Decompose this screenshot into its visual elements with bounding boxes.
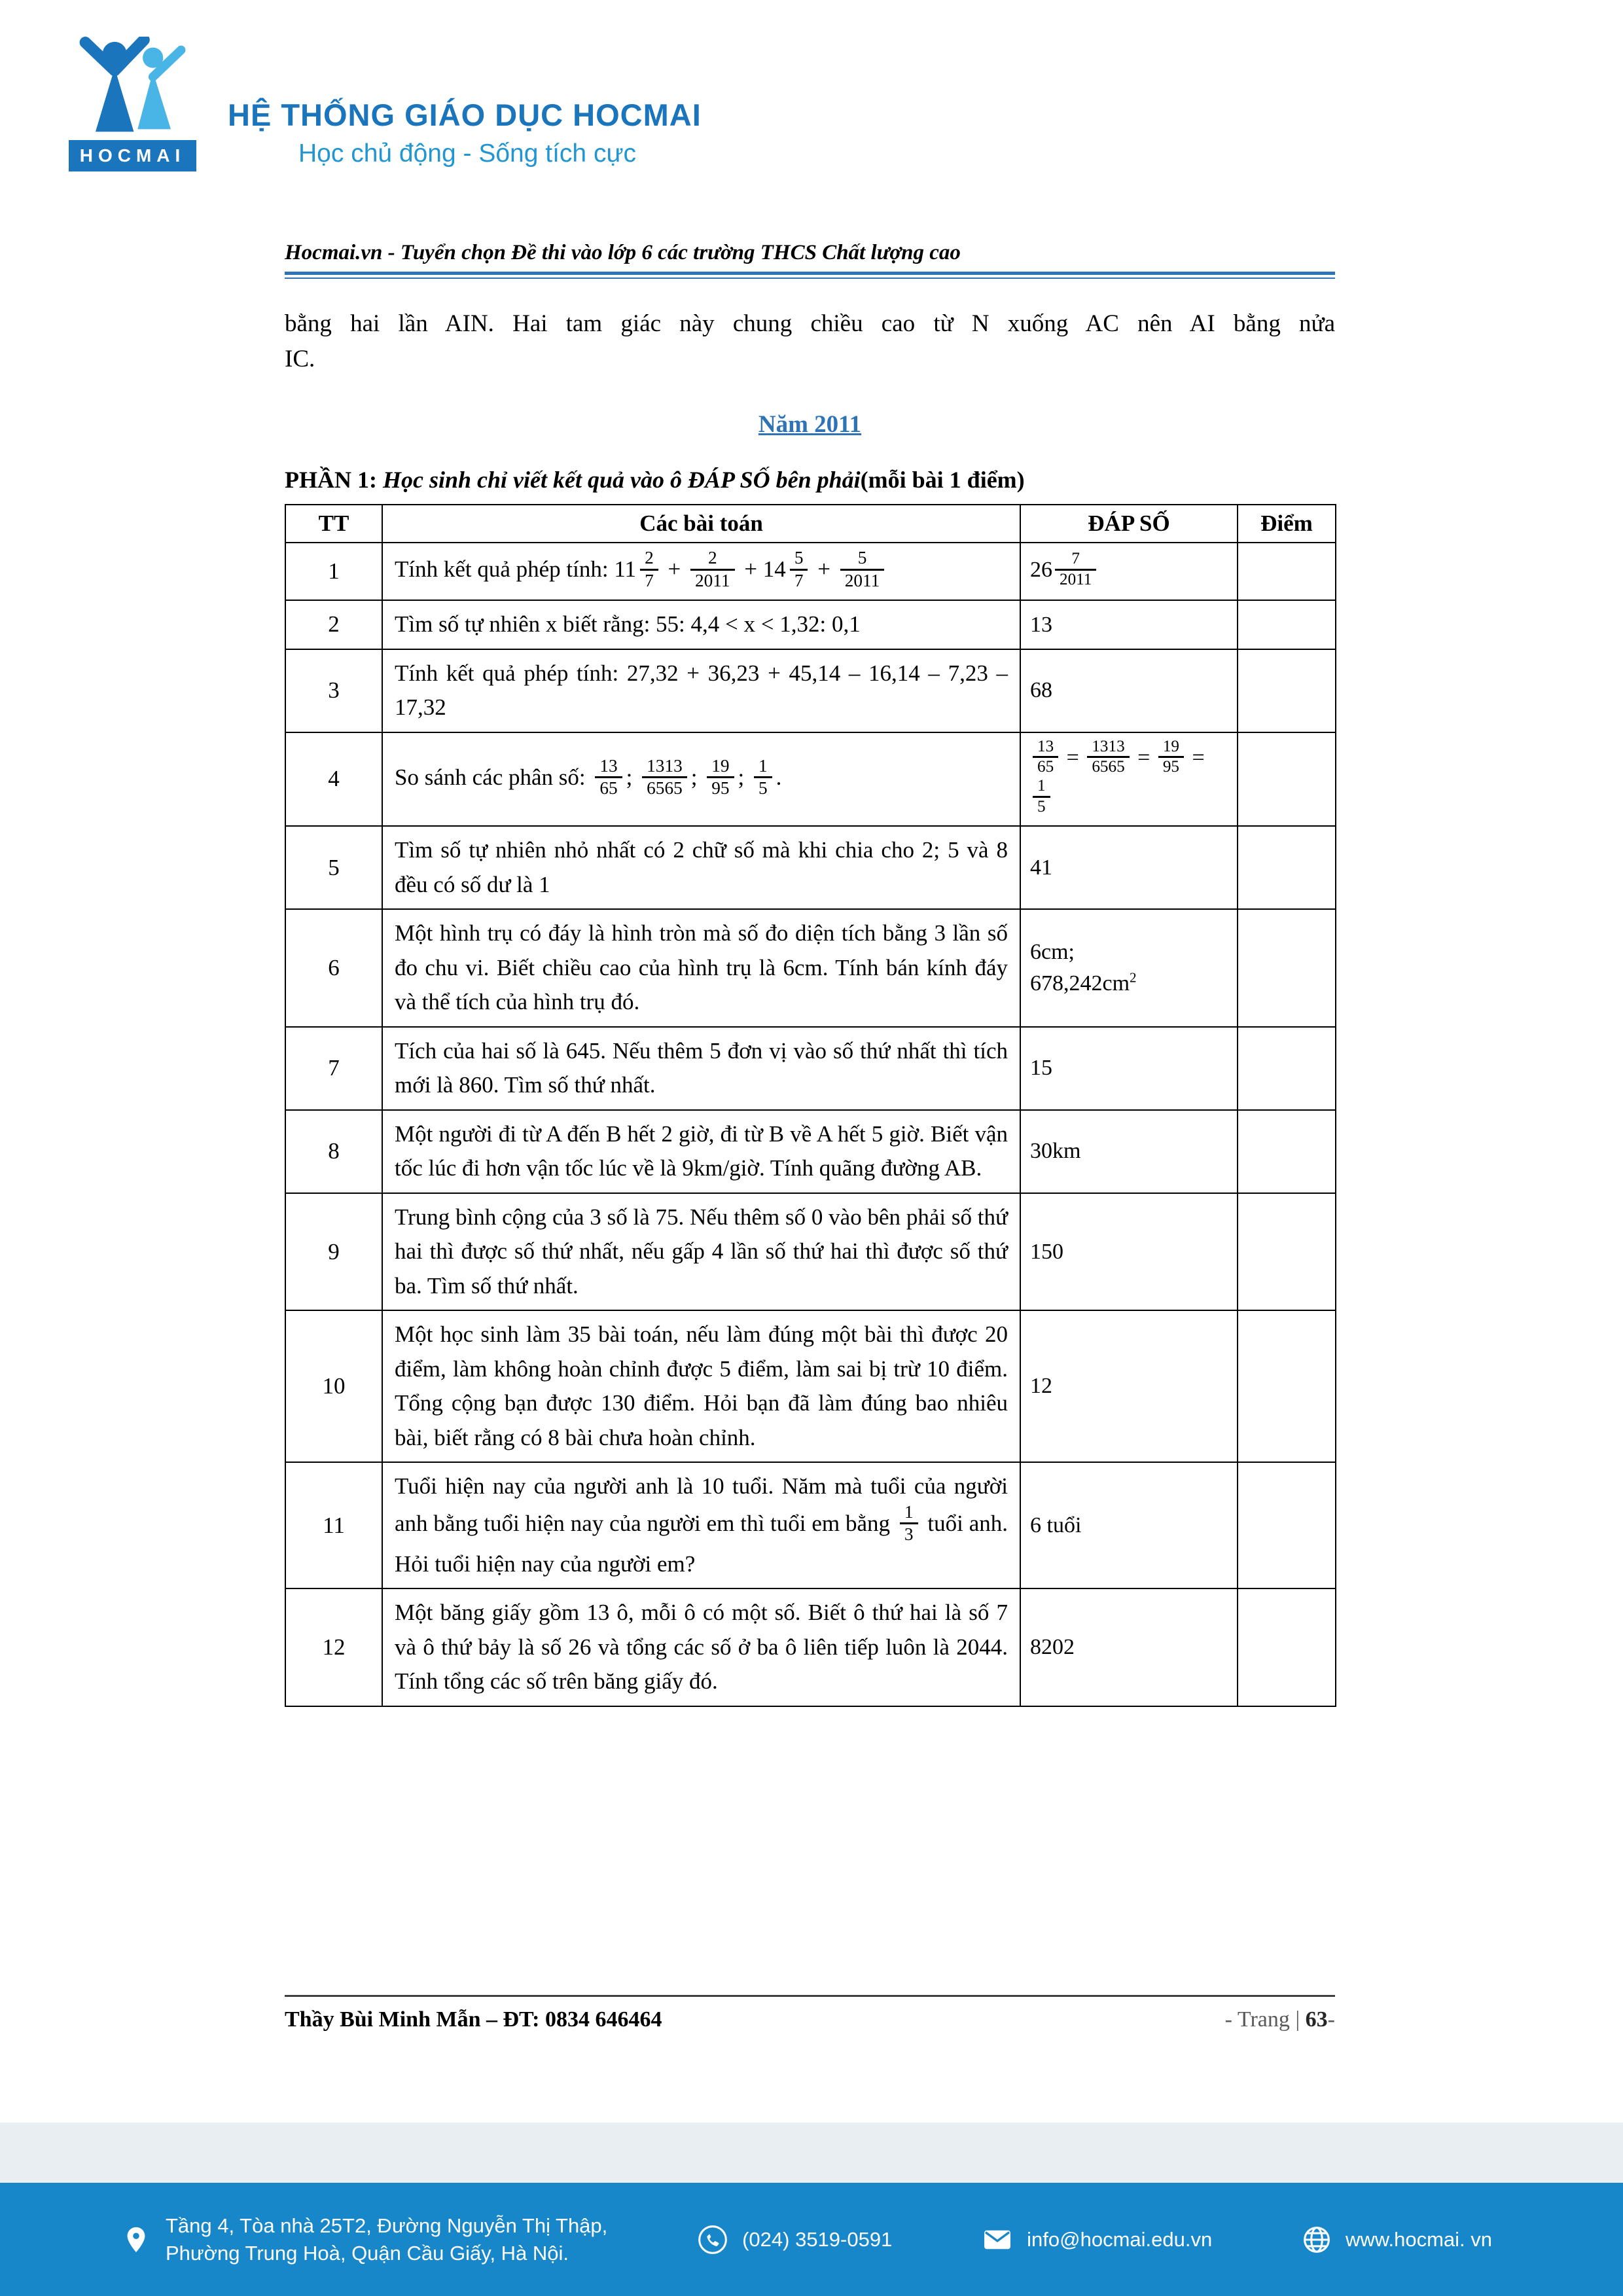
hocmai-logo bbox=[69, 37, 196, 171]
email-address: info@hocmai.edu.vn bbox=[1027, 2227, 1213, 2251]
contact-email bbox=[982, 2227, 1212, 2252]
row-number: 2 bbox=[285, 600, 382, 649]
problem-text: Tích của hai số là 645. Nếu thêm 5 đơn vị vào số thứ nhất thì tích mới là 860. Tìm số thứ nhất. bbox=[382, 1027, 1020, 1110]
year-heading: Năm 2011 bbox=[758, 411, 862, 439]
problem-text: Tìm số tự nhiên x biết rằng: 55: 4,4 < x < 1,32: 0,1 bbox=[382, 600, 1020, 649]
intro-paragraph bbox=[285, 306, 1335, 376]
answer-text: 8202 bbox=[1020, 1588, 1238, 1706]
page-number-suffix: - bbox=[1327, 2007, 1335, 2032]
fraction: $\frac{13}{65}$ bbox=[1033, 738, 1058, 778]
answer-text: 68 bbox=[1020, 649, 1238, 732]
fraction: $\frac{13}{65}$ bbox=[595, 756, 622, 799]
row-number: 11 bbox=[285, 1462, 382, 1588]
score-cell bbox=[1238, 600, 1336, 649]
row-number: 8 bbox=[285, 1110, 382, 1193]
row-number: 5 bbox=[285, 826, 382, 909]
fraction: $\frac{1313}{6565}$ bbox=[642, 756, 687, 799]
score-cell bbox=[1238, 1310, 1336, 1462]
row-number: 12 bbox=[285, 1588, 382, 1706]
table-row bbox=[285, 600, 1336, 649]
document-content bbox=[285, 241, 1335, 1707]
row-number: 7 bbox=[285, 1027, 382, 1110]
answer-text: 15 bbox=[1020, 1027, 1238, 1110]
fraction: $\frac{7}{2011}$ bbox=[1055, 550, 1096, 590]
fraction: $\frac{5}{7}$ bbox=[790, 548, 808, 591]
score-cell bbox=[1238, 732, 1336, 827]
contact-address bbox=[121, 2212, 607, 2267]
answer-text: 26 $\frac{7}{2011}$ bbox=[1020, 543, 1238, 600]
part-note: (mỗi bài 1 điểm) bbox=[860, 467, 1025, 493]
score-cell bbox=[1238, 826, 1336, 909]
score-cell bbox=[1238, 649, 1336, 732]
fraction: $\frac{19}{95}$ bbox=[1158, 738, 1184, 778]
answer-text: 30km bbox=[1020, 1110, 1238, 1193]
part-heading bbox=[285, 466, 1335, 493]
address-line-1: Tầng 4, Tòa nhà 25T2, Đường Nguyễn Thị Thập, bbox=[166, 2214, 608, 2237]
score-cell bbox=[1238, 1027, 1336, 1110]
table-row bbox=[285, 1310, 1336, 1462]
problem-text: Một học sinh làm 35 bài toán, nếu làm đúng một bài thì được 20 điểm, làm không hoàn chỉnh được 5 điểm, làm sai bị trừ 10 điểm. Tổng cộng bạn được 130 điểm. Hỏi bạn đã làm đúng bao nhiêu bài, biết rằng có 8 bài chưa hoàn chỉnh. bbox=[382, 1310, 1020, 1462]
intro-line-1: bằng hai lần AIN. Hai tam giác này chung chiều cao từ N xuống AC nên AI bằng nửa bbox=[285, 310, 1335, 337]
col-header-problems: Các bài toán bbox=[382, 505, 1020, 543]
score-cell bbox=[1238, 1110, 1336, 1193]
score-cell bbox=[1238, 909, 1336, 1027]
row-number: 10 bbox=[285, 1310, 382, 1462]
problem-text: Trung bình cộng của 3 số là 75. Nếu thêm số 0 vào bên phải số thứ hai thì được số thứ nhất, nếu gấp 4 lần số thứ hai thì được số thứ ba. Tìm số thứ nhất. bbox=[382, 1193, 1020, 1311]
page-number: 63 bbox=[1305, 2007, 1328, 2032]
fraction: $\frac{1}{3}$ bbox=[900, 1502, 918, 1545]
fraction: $\frac{2}{2011}$ bbox=[690, 548, 735, 591]
fraction: $\frac{1}{5}$ bbox=[754, 756, 772, 799]
score-cell bbox=[1238, 1588, 1336, 1706]
problems-table-head bbox=[285, 505, 1336, 543]
fraction: $\frac{19}{95}$ bbox=[707, 756, 734, 799]
page-footer bbox=[285, 1995, 1335, 2032]
title-rule-thin bbox=[285, 278, 1335, 279]
row-number: 6 bbox=[285, 909, 382, 1027]
problem-text: Tuổi hiện nay của người anh là 10 tuổi. Năm mà tuổi của người anh bằng tuổi hiện nay của người em thì tuổi em bằng $\frac{1}{3}$ tuổi anh. Hỏi tuổi hiện nay của người em? bbox=[382, 1462, 1020, 1588]
answer-text: 41 bbox=[1020, 826, 1238, 909]
hocmai-logo-figure-icon bbox=[69, 37, 196, 140]
score-cell bbox=[1238, 543, 1336, 600]
location-pin-icon bbox=[121, 2225, 151, 2255]
contact-phone bbox=[698, 2225, 892, 2255]
globe-icon bbox=[1302, 2225, 1331, 2254]
table-row bbox=[285, 649, 1336, 732]
score-cell bbox=[1238, 1462, 1336, 1588]
table-row bbox=[285, 1462, 1336, 1588]
row-number: 3 bbox=[285, 649, 382, 732]
phone-icon bbox=[698, 2225, 728, 2255]
fraction: $\frac{2}{7}$ bbox=[640, 548, 658, 591]
teacher-contact: Thầy Bùi Minh Mẫn – ĐT: 0834 646464 bbox=[285, 2007, 662, 2032]
page-number-label bbox=[1225, 2007, 1335, 2032]
table-row bbox=[285, 826, 1336, 909]
intro-line-2: IC. bbox=[285, 345, 315, 372]
website-url: www.hocmai. vn bbox=[1346, 2227, 1492, 2251]
answer-text: 6 tuổi bbox=[1020, 1462, 1238, 1588]
phone-number: (024) 3519-0591 bbox=[742, 2227, 893, 2251]
problem-text: Tính kết quả phép tính: 11 $\frac{2}{7}$ + $\frac{2}{2011}$ + 14 $\frac{5}{7}$ + $\frac{5}{2011}$ bbox=[382, 543, 1020, 600]
address-line-2: Phường Trung Hoà, Quận Cầu Giấy, Hà Nội. bbox=[166, 2241, 569, 2265]
problem-text: Tính kết quả phép tính: 27,32 + 36,23 + 45,14 – 16,14 – 7,23 – 17,32 bbox=[382, 649, 1020, 732]
problem-text: So sánh các phân số: $\frac{13}{65}$ ; $\frac{1313}{6565}$ ; $\frac{19}{95}$ ; $\frac{1}{5}$ . bbox=[382, 732, 1020, 827]
table-row bbox=[285, 1193, 1336, 1311]
page-number-prefix: - Trang | bbox=[1224, 2007, 1306, 2032]
table-row bbox=[285, 732, 1336, 827]
score-cell bbox=[1238, 1193, 1336, 1311]
table-row bbox=[285, 1027, 1336, 1110]
table-row bbox=[285, 909, 1336, 1027]
part-label: PHẦN 1: bbox=[285, 467, 377, 493]
problems-table bbox=[285, 504, 1336, 1706]
envelope-icon bbox=[982, 2227, 1012, 2252]
brand-subtitle: Học chủ động - Sống tích cực bbox=[298, 139, 637, 168]
answer-text: 12 bbox=[1020, 1310, 1238, 1462]
title-rule-thick bbox=[285, 272, 1335, 275]
row-number: 1 bbox=[285, 543, 382, 600]
part-description: Học sinh chỉ viết kết quả vào ô ĐÁP SỐ bên phải bbox=[376, 467, 861, 493]
answer-text: 6cm; $678,242cm^2$ bbox=[1020, 909, 1238, 1027]
problem-text: Một người đi từ A đến B hết 2 giờ, đi từ B về A hết 5 giờ. Biết vận tốc lúc đi hơn vận tốc lúc về là 9km/giờ. Tính quãng đường AB. bbox=[382, 1110, 1020, 1193]
problem-text: Tìm số tự nhiên nhỏ nhất có 2 chữ số mà khi chia cho 2; 5 và 8 đều có số dư là 1 bbox=[382, 826, 1020, 909]
fraction: $\frac{5}{2011}$ bbox=[840, 548, 885, 591]
brand-block bbox=[228, 97, 702, 168]
problem-text: Một hình trụ có đáy là hình tròn mà số đo diện tích bằng 3 lần số đo chu vi. Biết chiều cao của hình trụ là 6cm. Tính bán kính đáy và thể tích của hình trụ đó. bbox=[382, 909, 1020, 1027]
footer-divider-band bbox=[0, 2123, 1623, 2183]
table-row bbox=[285, 1110, 1336, 1193]
col-header-score: Điểm bbox=[1238, 505, 1336, 543]
answer-text: 150 bbox=[1020, 1193, 1238, 1311]
fraction: $\frac{1}{5}$ bbox=[1033, 777, 1050, 817]
answer-text: 13 bbox=[1020, 600, 1238, 649]
row-number: 4 bbox=[285, 732, 382, 827]
address-text bbox=[166, 2212, 607, 2267]
col-header-tt: TT bbox=[285, 505, 382, 543]
hocmai-logo-text: HOCMAI bbox=[69, 140, 196, 171]
document-title: Hocmai.vn - Tuyển chọn Đề thi vào lớp 6 các trường THCS Chất lượng cao bbox=[285, 241, 961, 264]
table-row bbox=[285, 543, 1336, 600]
fraction: $\frac{1313}{6565}$ bbox=[1087, 738, 1129, 778]
brand-title: HỆ THỐNG GIÁO DỤC HOCMAI bbox=[228, 98, 702, 132]
problems-table-body bbox=[285, 543, 1336, 1706]
table-header-row bbox=[285, 505, 1336, 543]
table-row bbox=[285, 1588, 1336, 1706]
page-header bbox=[69, 37, 702, 171]
contact-website bbox=[1302, 2225, 1492, 2254]
problem-text: Một băng giấy gồm 13 ô, mỗi ô có một số. Biết ô thứ hai là số 7 và ô thứ bảy là số 26 và tổng các số ở ba ô liên tiếp luôn là 2044. Tính tổng các số trên băng giấy đó. bbox=[382, 1588, 1020, 1706]
row-number: 9 bbox=[285, 1193, 382, 1311]
col-header-answer: ĐÁP SỐ bbox=[1020, 505, 1238, 543]
contact-bar bbox=[0, 2183, 1623, 2296]
answer-text: $\frac{13}{65}$ = $\frac{1313}{6565}$ = $\frac{19}{95}$ = $\frac{1}{5}$ bbox=[1020, 732, 1238, 827]
